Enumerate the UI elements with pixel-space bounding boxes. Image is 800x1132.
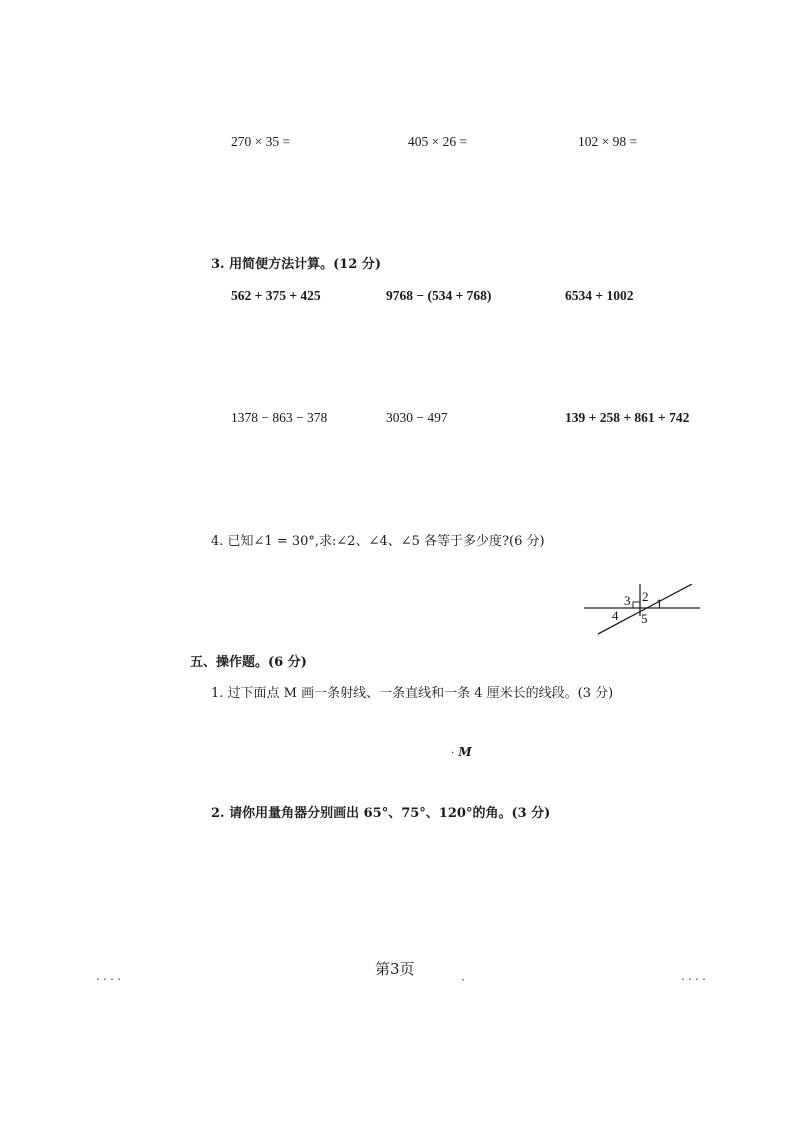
calc-102x98: 102 × 98 = (578, 134, 638, 149)
section5-q2: 2. 请你用量角器分别画出 65°、75°、120°的角。(3 分) (211, 806, 551, 821)
angle-label-4: 4 (612, 608, 619, 623)
q3-expr-3: 6534 + 1002 (565, 288, 634, 303)
q3-expr-6: 139 + 258 + 861 + 742 (565, 410, 690, 425)
q3-expr-2: 9768 − (534 + 768) (386, 288, 492, 303)
page-number: 第3页 (375, 960, 415, 978)
q3-expr-5: 3030 − 497 (386, 410, 448, 425)
scan-mark-center: · (460, 975, 468, 986)
right-angle-marker (633, 602, 640, 608)
point-dot: · (451, 748, 455, 759)
scan-marks-left: .... (95, 972, 124, 983)
angle-label-3: 3 (624, 593, 631, 608)
scan-marks-right: .... (680, 972, 709, 983)
q3-title: 3. 用简便方法计算。(12 分) (211, 257, 382, 272)
calc-405x26: 405 × 26 = (408, 134, 468, 149)
q3-expr-1: 562 + 375 + 425 (231, 288, 321, 303)
angle-label-1: 1 (656, 596, 663, 611)
section5-q1: 1. 过下面点 M 画一条射线、一条直线和一条 4 厘米长的线段。(3 分) (211, 686, 614, 701)
calc-270x35: 270 × 35 = (231, 134, 291, 149)
angle-figure (580, 584, 704, 640)
point-m (451, 744, 472, 762)
q4-title: 4. 已知∠1 = 30°,求:∠2、∠4、∠5 各等于多少度?(6 分) (211, 534, 545, 549)
section5-title: 五、操作题。(6 分) (190, 655, 307, 670)
point-m-label: M (458, 745, 472, 759)
angle-label-2: 2 (642, 589, 649, 604)
q3-expr-4: 1378 − 863 − 378 (231, 410, 328, 425)
angle-label-5: 5 (641, 611, 648, 626)
